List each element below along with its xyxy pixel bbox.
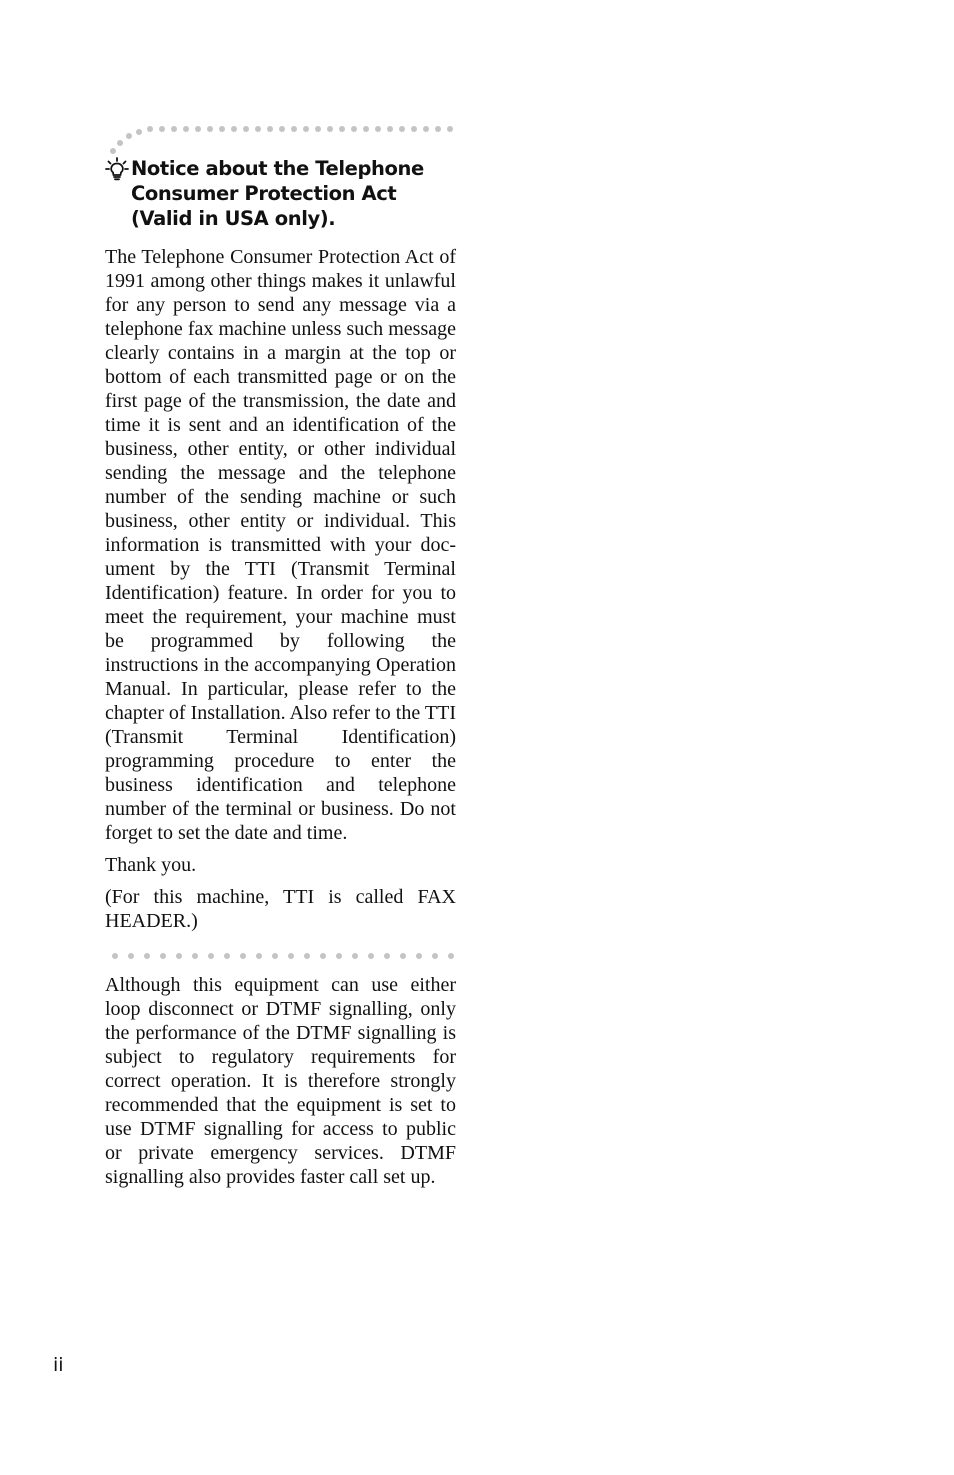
- notice-paragraph-fax-header: (For this machine, TTI is called FAX HEADER.): [105, 886, 456, 932]
- page-number: ii: [53, 1354, 64, 1376]
- dotted-divider-bottom: [105, 950, 456, 962]
- notice-column: [105, 120, 456, 1189]
- notice-title: Notice about the Telephone Consumer Protection Act (Valid in USA only).: [131, 157, 424, 230]
- notice-paragraph-tcpa: The Telephone Consumer Protection Act of 1991 among other things makes it unlawful for any person to send any message via a telephone fax machine unless such message clearly contains in a margin at the top or bottom of each transmitted page or on the first page of the transmission, the date and time it is sent and an identification of the business, other entity, or other individual sending the message and the telephone number of the sending machine or such business, other entity or individual. This information is transmitted with your document by the TTI (Transmit Terminal Identification) feature. In order for you to meet the requirement, your machine must be programmed by following the instructions in the accompanying Operation Manual. In particular, please refer to the chapter of Installation. Also refer to the TTI (Transmit Terminal Identification) programming procedure to enter the business identification and telephone number of the terminal or business. Do not forget to set the date and time.: [105, 246, 456, 844]
- notice-heading: [105, 156, 456, 231]
- dtmf-paragraph: Although this equipment can use either loop disconnect or DTMF signalling, only the performance of the DTMF signalling is subject to regulatory requirements for correct operation. It is therefore strongly recommended that the equipment is set to use DTMF signalling for access to public or private emergency services. DTMF signalling also provides faster call set up.: [105, 974, 456, 1188]
- dotted-divider-top: [105, 120, 456, 156]
- notice-paragraph-thanks: Thank you.: [105, 854, 197, 876]
- lightbulb-icon: [105, 156, 131, 186]
